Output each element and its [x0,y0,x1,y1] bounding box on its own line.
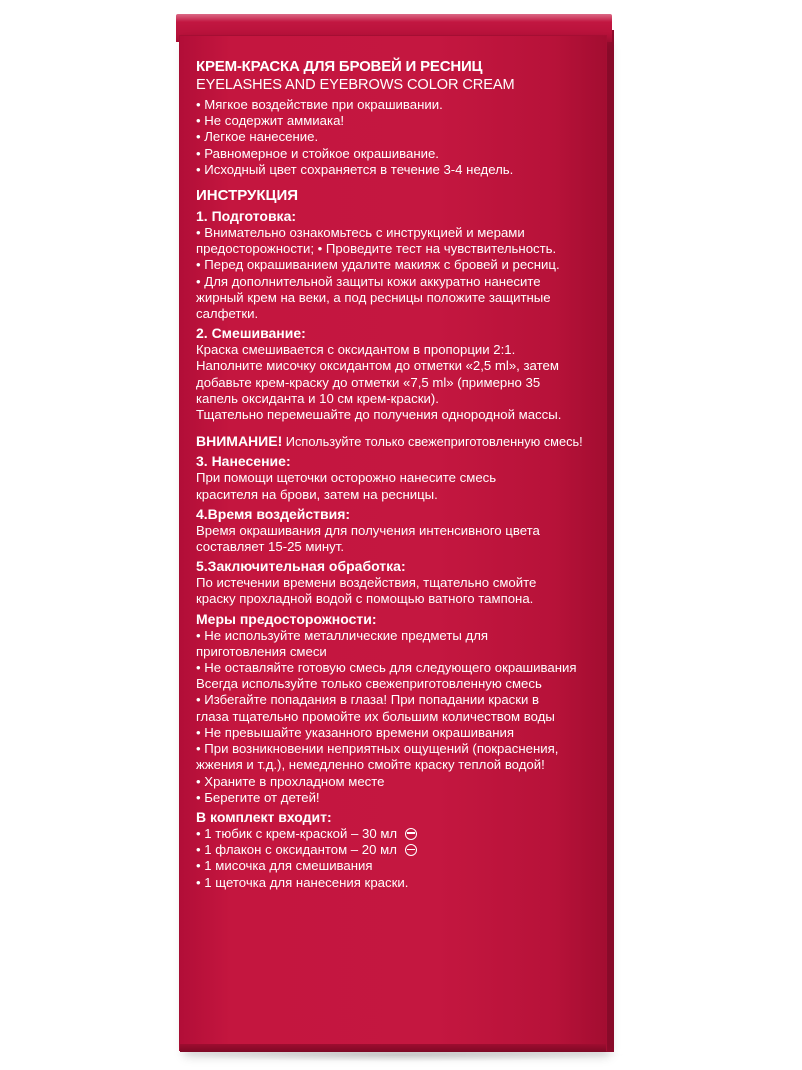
application-line: красителя на брови, затем на ресницы. [196,486,438,502]
box-text-panel [196,58,600,891]
prep-line: салфетки. [196,306,259,322]
precaution-line: Всегда используйте только свежеприготовленную смесь [196,676,542,692]
estimated-sign-icon [405,828,417,840]
kit-item: • 1 щеточка для нанесения краски. [196,874,409,890]
final-line: По истечении времени воздействия, тщательно смойте [196,575,537,591]
feature-item: • Равномерное и стойкое окрашивание. [196,145,439,161]
box-top-highlight [176,14,612,22]
kit-item [196,842,600,858]
application-heading: 3. Нанесение: [196,453,291,470]
precaution-line: • При возникновении неприятных ощущений (покраснения, [196,741,559,757]
prep-line: жирный крем на веки, а под ресницы положите защитные [196,289,551,305]
prep-line: • Внимательно ознакомьтесь с инструкцией и мерами [196,225,525,241]
exposure-line: Время окрашивания для получения интенсивного цвета [196,522,540,538]
final-line: краску прохладной водой с помощью ватного тампона. [196,591,534,607]
product-title-ru: КРЕМ-КРАСКА ДЛЯ БРОВЕЙ И РЕСНИЦ [196,58,483,75]
prep-line: • Перед окрашиванием удалите макияж с бровей и ресниц. [196,257,560,273]
application-line: При помощи щеточки осторожно нанесите смесь [196,470,497,486]
box-bottom-edge [180,1044,606,1052]
prep-line: предосторожности; • Проведите тест на чувствительность. [196,241,557,257]
feature-item: • Не содержит аммиака! [196,113,345,129]
feature-item: • Мягкое воздействие при окрашивании. [196,97,443,112]
kit-item: • 1 мисочка для смешивания [196,858,373,874]
mixing-line: Краска смешивается с оксидантом в пропорции 2:1. [196,342,516,358]
precaution-line: • Не превышайте указанного времени окрашивания [196,724,514,740]
exposure-line: составляет 15-25 минут. [196,539,344,555]
precaution-line: жжения и т.д.), немедленно смойте краску теплой водой! [196,757,545,773]
mixing-line: Наполните мисочку оксидантом до отметки «2,5 ml», затем [196,358,559,374]
prep-line: • Для дополнительной защиты кожи аккуратно нанесите [196,273,541,289]
mixing-line: добавьте крем-краску до отметки «7,5 ml» (примерно 35 [196,374,541,390]
instruction-heading: ИНСТРУКЦИЯ [196,187,299,205]
precaution-line: • Храните в прохладном месте [196,773,385,789]
kit-item [196,826,600,842]
estimated-sign-icon [405,844,417,856]
kit-item-text: • 1 тюбик с крем-краской – 30 мл [196,825,398,841]
precaution-line: глаза тщательно промойте их большим количеством воды [196,708,555,724]
precaution-line: • Не используйте металлические предметы для [196,627,489,643]
mixing-heading: 2. Смешивание: [196,325,306,342]
precaution-line: • Берегите от детей! [196,789,320,805]
precaution-line: • Не оставляйте готовую смесь для следующего окрашивания [196,660,577,676]
final-heading: 5.Заключительная обработка: [196,558,406,575]
mixing-line: капель оксиданта и 10 см крем-краски). [196,390,439,406]
precaution-line: приготовления смеси [196,643,327,659]
warning-text: Используйте только свежеприготовленную смесь! [282,434,583,450]
prep-heading: 1. Подготовка: [196,208,297,225]
exposure-heading: 4.Время воздействия: [196,505,351,522]
warning-label: ВНИМАНИЕ! [196,433,283,450]
precautions-heading: Меры предосторожности: [196,610,377,627]
kit-item-text: • 1 флакон с оксидантом – 20 мл [196,842,397,858]
precaution-line: • Избегайте попадания в глаза! При попадании краски в [196,692,540,708]
feature-item: • Исходный цвет сохраняется в течение 3-4 недель. [196,161,514,177]
product-title-en: EYELASHES AND EYEBROWS COLOR CREAM [196,77,515,93]
kit-heading: В комплект входит: [196,808,332,825]
warning-line [196,433,600,450]
feature-list [196,97,600,178]
mixing-line: Тщательно перемешайте до получения однородной массы. [196,407,562,423]
feature-item: • Легкое нанесение. [196,129,319,145]
